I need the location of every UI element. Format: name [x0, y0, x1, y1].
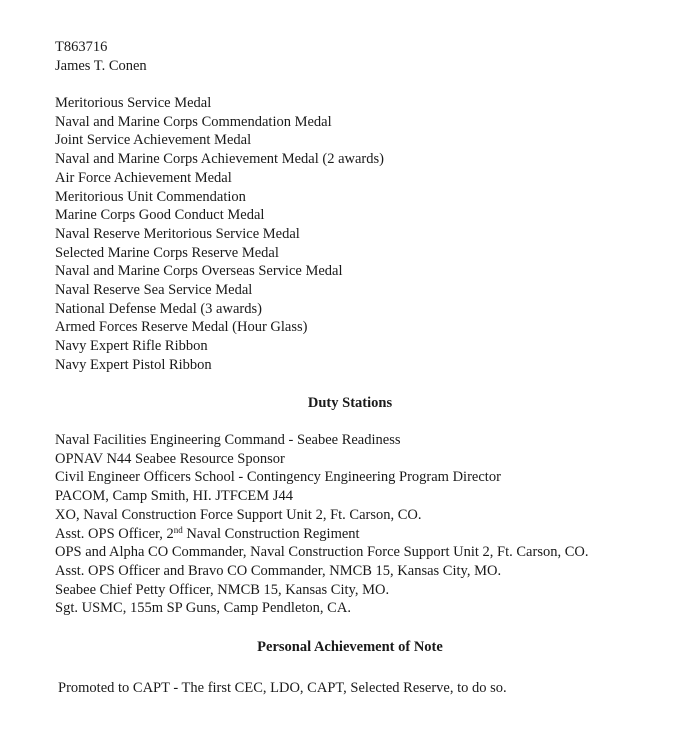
duty-station-item: XO, Naval Construction Force Support Unit 2, Ft. Carson, CO. — [55, 506, 422, 523]
award-item: Naval and Marine Corps Achievement Medal (2 awards) — [55, 151, 384, 168]
award-item: Navy Expert Pistol Ribbon — [55, 356, 212, 373]
duty-station-item: Civil Engineer Officers School - Contingency Engineering Program Director — [55, 469, 501, 486]
achievement-heading: Personal Achievement of Note — [257, 639, 443, 655]
award-item: Navy Expert Rifle Ribbon — [55, 338, 208, 355]
awards-list — [55, 94, 384, 375]
duty-station-item: Sgt. USMC, 155m SP Guns, Camp Pendleton, CA. — [55, 600, 351, 617]
award-item: Joint Service Achievement Medal — [55, 132, 252, 149]
duty-station-item: OPS and Alpha CO Commander, Naval Construction Force Support Unit 2, Ft. Carson, CO. — [55, 544, 589, 561]
award-item: National Defense Medal (3 awards) — [55, 300, 262, 317]
service-number: T863716 — [55, 39, 108, 55]
header-block — [55, 38, 147, 75]
award-item: Meritorious Service Medal — [55, 95, 212, 111]
person-name: James T. Conen — [55, 57, 147, 74]
award-item: Marine Corps Good Conduct Medal — [55, 207, 265, 224]
duty-station-item — [55, 525, 588, 544]
duty-station-text: Asst. OPS Officer, 2 — [55, 525, 174, 542]
award-item: Armed Forces Reserve Medal (Hour Glass) — [55, 319, 308, 336]
award-item: Selected Marine Corps Reserve Medal — [55, 244, 279, 261]
duty-station-item: Seabee Chief Petty Officer, NMCB 15, Kansas City, MO. — [55, 581, 390, 598]
duty-stations-list — [55, 431, 588, 618]
award-item: Air Force Achievement Medal — [55, 169, 232, 186]
award-item: Naval Reserve Sea Service Medal — [55, 282, 253, 299]
duty-station-item: Naval Facilities Engineering Command - Seabee Readiness — [55, 432, 401, 448]
duty-station-item: PACOM, Camp Smith, HI. JTFCEM J44 — [55, 488, 293, 505]
award-item: Naval and Marine Corps Overseas Service Medal — [55, 263, 343, 280]
duty-station-item: OPNAV N44 Seabee Resource Sponsor — [55, 450, 285, 467]
duty-station-item: Asst. OPS Officer and Bravo CO Commander, NMCB 15, Kansas City, MO. — [55, 562, 502, 579]
ordinal-superscript: nd — [173, 524, 183, 535]
award-item: Naval Reserve Meritorious Service Medal — [55, 225, 300, 242]
award-item: Naval and Marine Corps Commendation Medal — [55, 113, 332, 130]
award-item: Meritorious Unit Commendation — [55, 188, 246, 205]
duty-station-text: Naval Construction Regiment — [182, 525, 360, 542]
achievement-text: Promoted to CAPT - The first CEC, LDO, CAPT, Selected Reserve, to do so. — [58, 680, 507, 696]
duty-stations-heading: Duty Stations — [307, 395, 393, 411]
